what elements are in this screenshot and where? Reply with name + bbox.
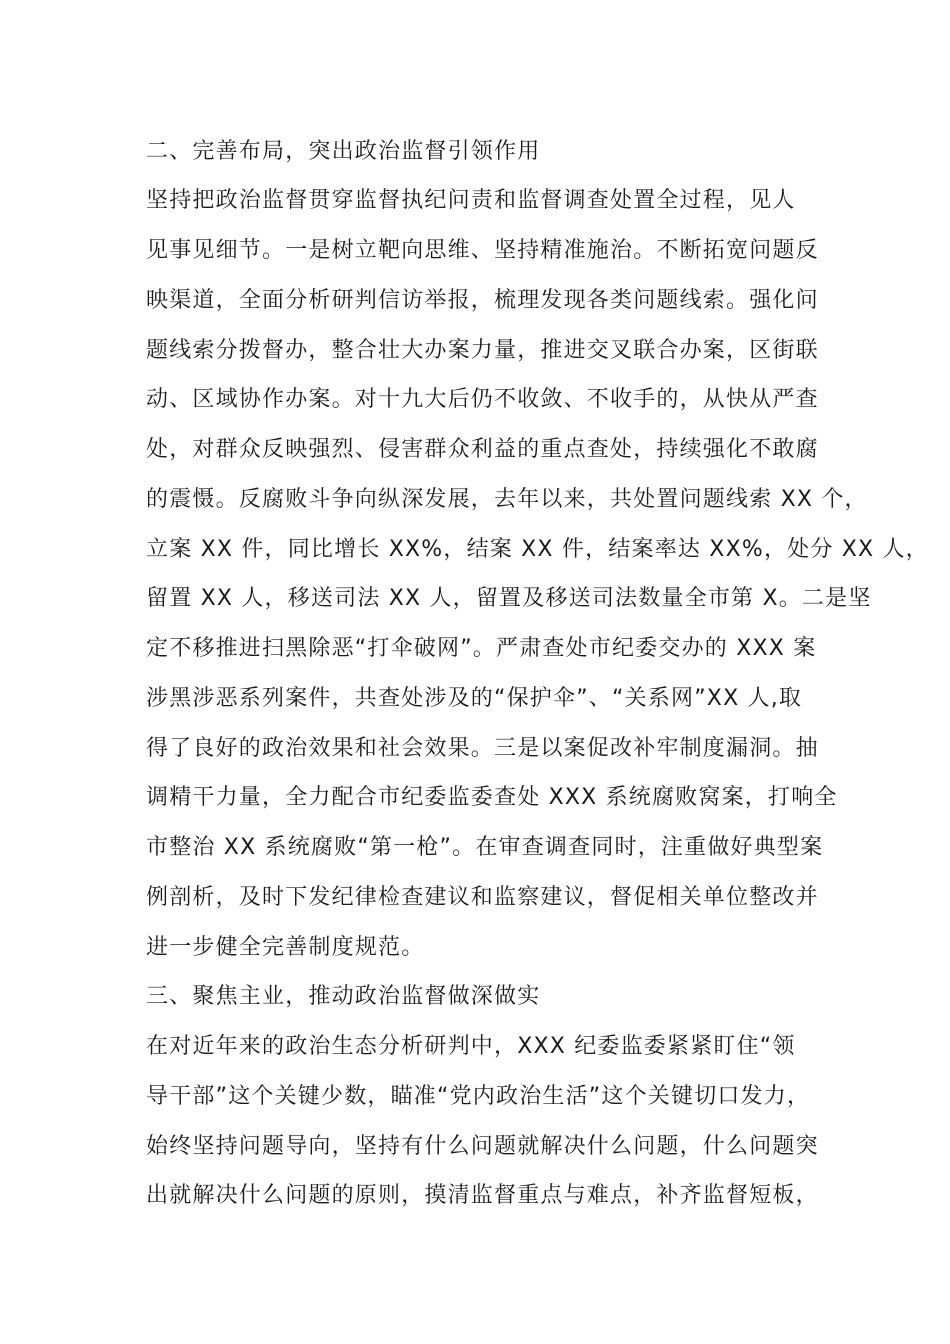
paragraph-line: 例剖析，及时下发纪律检查建议和监察建议，督促相关单位整改并 (146, 885, 819, 910)
paragraph-line: 始终坚持问题导向，坚持有什么问题就解决什么问题，什么问题突 (146, 1134, 819, 1159)
section-heading-2: 二、完善布局，突出政治监督引领作用 (146, 139, 541, 164)
paragraph-line: 定不移推进扫黑除恶“打伞破网”。严肃查处市纪委交办的 XXX 案 (146, 636, 817, 661)
paragraph-line: 题线索分拨督办，整合壮大办案力量，推进交叉联合办案，区街联 (146, 338, 819, 363)
paragraph-line: 立案 XX 件，同比增长 XX%，结案 XX 件，结案率达 XX%，处分 XX 人， (146, 537, 929, 562)
paragraph-line: 市整治 XX 系统腐败“第一枪”。在审查调查同时，注重做好典型案 (146, 835, 824, 860)
paragraph-line: 留置 XX 人，移送司法 XX 人，留置及移送司法数量全市第 X。二是坚 (146, 586, 872, 611)
paragraph-line: 进一步健全完善制度规范。 (146, 935, 425, 960)
paragraph-line: 在对近年来的政治生态分析研判中，XXX 纪委监委紧紧盯住“领 (146, 1034, 796, 1059)
paragraph-line: 见事见细节。一是树立靶向思维、坚持精准施治。不断拓宽问题反 (146, 238, 819, 263)
paragraph-line: 映渠道，全面分析研判信访举报，梳理发现各类问题线索。强化问 (146, 288, 819, 313)
paragraph-line: 导干部”这个关键少数，瞄准“党内政治生活”这个关键切口发力， (146, 1084, 811, 1109)
paragraph-line: 坚持把政治监督贯穿监督执纪问责和监督调查处置全过程，见人 (146, 188, 796, 213)
paragraph-line: 得了良好的政治效果和社会效果。三是以案促改补牢制度漏洞。抽 (146, 736, 819, 761)
paragraph-line: 涉黑涉恶系列案件，共查处涉及的“保护伞”、“关系网”XX 人,取 (146, 686, 803, 711)
paragraph-line: 调精干力量，全力配合市纪委监委查处 XXX 系统腐败窝案，打响全 (146, 785, 838, 810)
paragraph-line: 处，对群众反映强烈、侵害群众利益的重点查处，持续强化不敢腐 (146, 437, 819, 462)
section-heading-3: 三、聚焦主业，推动政治监督做深做实 (146, 984, 541, 1009)
paragraph-line: 的震慑。反腐败斗争向纵深发展，去年以来，共处置问题线索 XX 个， (146, 487, 868, 512)
paragraph-line: 出就解决什么问题的原则，摸清监督重点与难点，补齐监督短板， (146, 1183, 819, 1208)
paragraph-line: 动、区域协作办案。对十九大后仍不收敛、不收手的，从快从严查 (146, 387, 819, 412)
